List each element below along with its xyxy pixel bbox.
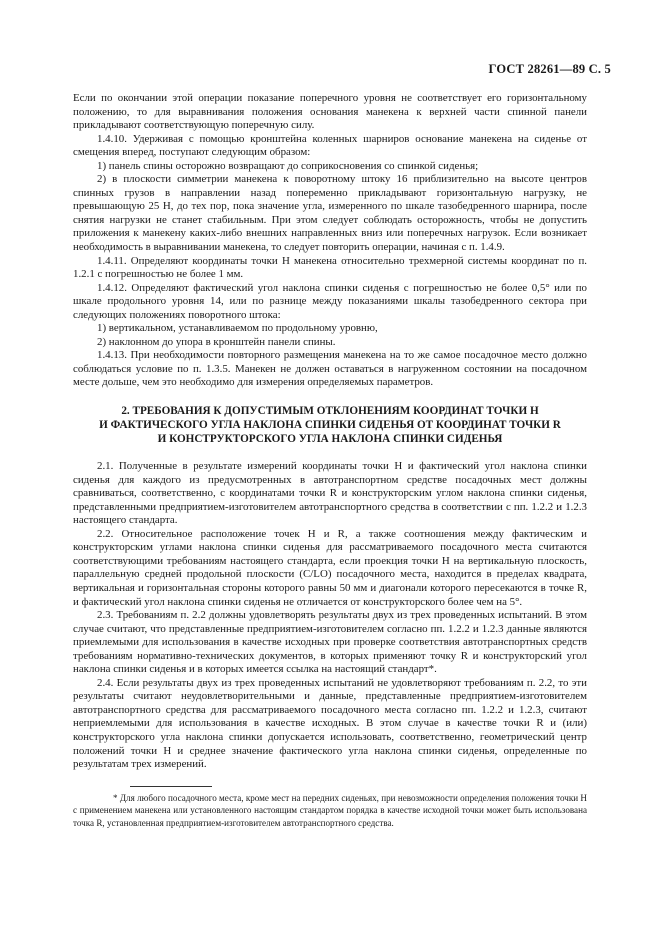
list-item: 1) вертикальном, устанавливаемом по продольному уровню, bbox=[97, 322, 378, 335]
paragraph: 2.4. Если результаты двух из трех проведенных испытаний не удовлетворяют требованиям п. 2.2, то эти результаты считают неудовлетворительными и данные, представленные предприятием-изготовителем автотранспортного средства для рассматриваемого посадочного места согласно пп. 1.2.2 и 1.2.3, считают неприемлемыми для использования в качестве исходных. В этом случае в качестве точки R и (или) конструкторского угла наклона спинки допускается использовать, соответственно, геометрический центр положений точки H и среднее значение фактического угла наклона спинки сиденья, определенные по результатам трех измерений. bbox=[73, 676, 587, 771]
section-heading bbox=[73, 404, 587, 446]
list-item: 1) панель спины осторожно возвращают до соприкосновения со спинкой сиденья; bbox=[97, 159, 479, 172]
body-text bbox=[73, 92, 587, 772]
section-heading-line: И ФАКТИЧЕСКОГО УГЛА НАКЛОНА СПИНКИ СИДЕНЬЯ ОТ КООРДИНАТ ТОЧКИ R bbox=[99, 419, 561, 432]
section-heading-line: И КОНСТРУКТОРСКОГО УГЛА НАКЛОНА СПИНКИ СИДЕНЬЯ bbox=[157, 433, 503, 446]
paragraph: 2.2. Относительное расположение точек H и R, а также соотношения между фактическим и конструкторским углами наклона спинки сиденья для рассматриваемого посадочного места считаются соответствующими требованиям настоящего стандарта, если проекция точки H на вертикальную плоскость, параллельную средней продольной плоскости (C/LO) посадочного места, находится в пределах квадрата, вертикальная и горизонтальная стороны которого равны 50 мм и диагонали которого пересекаются в точке R, и фактический угол наклона спинки сиденья не отличается от конструкторского более чем на 5°. bbox=[73, 527, 587, 608]
paragraph: 1.4.11. Определяют координаты точки H манекена относительно трехмерной системы координат по п. 1.2.1 с погрешностью не более 1 мм. bbox=[73, 254, 587, 281]
paragraph: 2.3. Требованиям п. 2.2 должны удовлетворять результаты двух из трех проведенных испытаний. В этом случае считают, что представленные предприятием-изготовителем согласно пп. 1.2.2 и 1.2.3 данные являются приемлемыми для использования в качестве исходных при проверке соответствия автотранспортных средств требованиям нормативно-технических документов, в которых применяют точку R и конструкторский угол наклона спинки сиденья и в которых имеется ссылка на настоящий стандарт*. bbox=[73, 609, 587, 676]
paragraph: Если по окончании этой операции показание поперечного уровня не соответствует его горизонтальному положению, то для выравнивания положения основания манекена к верхней части спинной панели прикладывают соответствующую поперечную силу. bbox=[73, 92, 587, 132]
footnote-divider bbox=[130, 786, 212, 787]
paragraph: 1.4.13. При необходимости повторного размещения манекена на то же самое посадочное место должно соблюдаться условие по п. 1.3.5. Манекен не должен оставаться в нагруженном состоянии на посадочном месте дольше, чем это необходимо для измерения определяемых параметров. bbox=[73, 349, 587, 389]
page-header: ГОСТ 28261—89 С. 5 bbox=[488, 62, 611, 76]
section-heading-line: 2. ТРЕБОВАНИЯ К ДОПУСТИМЫМ ОТКЛОНЕНИЯМ КООРДИНАТ ТОЧКИ H bbox=[121, 405, 539, 418]
list-item: 2) в плоскости симметрии манекена к поворотному штоку 16 приблизительно на высоте центров спинных грузов в направлении назад попеременно прикладывают горизонтальную нагрузку, не превышающую 25 Н, до тех пор, пока значение угла, измеренного по шкале тазобедренного шарнира, после снятия нагрузки не станет стабильным. При этом следует соблюдать осторожность, чтобы не допустить приложения к манекену каких-либо внешних направленных вниз или поперечных нагрузок. Если возникает необходимость в выравнивании манекена, то следует повторить операции, начиная с п. 1.4.9. bbox=[73, 173, 587, 254]
footnote: * Для любого посадочного места, кроме мест на передних сиденьях, при невозможности определения положения точки H с применением манекена или установленного настоящим стандартом порядка в качестве исходной точки может быть использована точка R, установленная предприятием-изготовителем автотранспортного средства. bbox=[73, 793, 587, 828]
paragraph: 1.4.10. Удерживая с помощью кронштейна коленных шарниров основание манекена на сиденье от смещения вперед, поступают следующим образом: bbox=[73, 132, 587, 159]
paragraph: 1.4.12. Определяют фактический угол наклона спинки сиденья с погрешностью не более 0,5° или по шкале продольного уровня 14, или по разнице между показаниями шкалы тазобедренного сектора при следующих положениях поворотного штока: bbox=[73, 281, 587, 321]
paragraph: 2.1. Полученные в результате измерений координаты точки H и фактический угол наклона спинки сиденья для каждого из предусмотренных в автотранспортном средстве посадочных мест должны сравниваться, соответственно, с координатами точки R и конструкторским углом наклона спинки сиденья, представленными предприятием-изготовителем автотранспортного средства в соответствии с пп. 1.2.2 и 1.2.3 настоящего стандарта. bbox=[73, 460, 587, 527]
list-item: 2) наклонном до упора в кронштейн панели спины. bbox=[97, 335, 336, 348]
